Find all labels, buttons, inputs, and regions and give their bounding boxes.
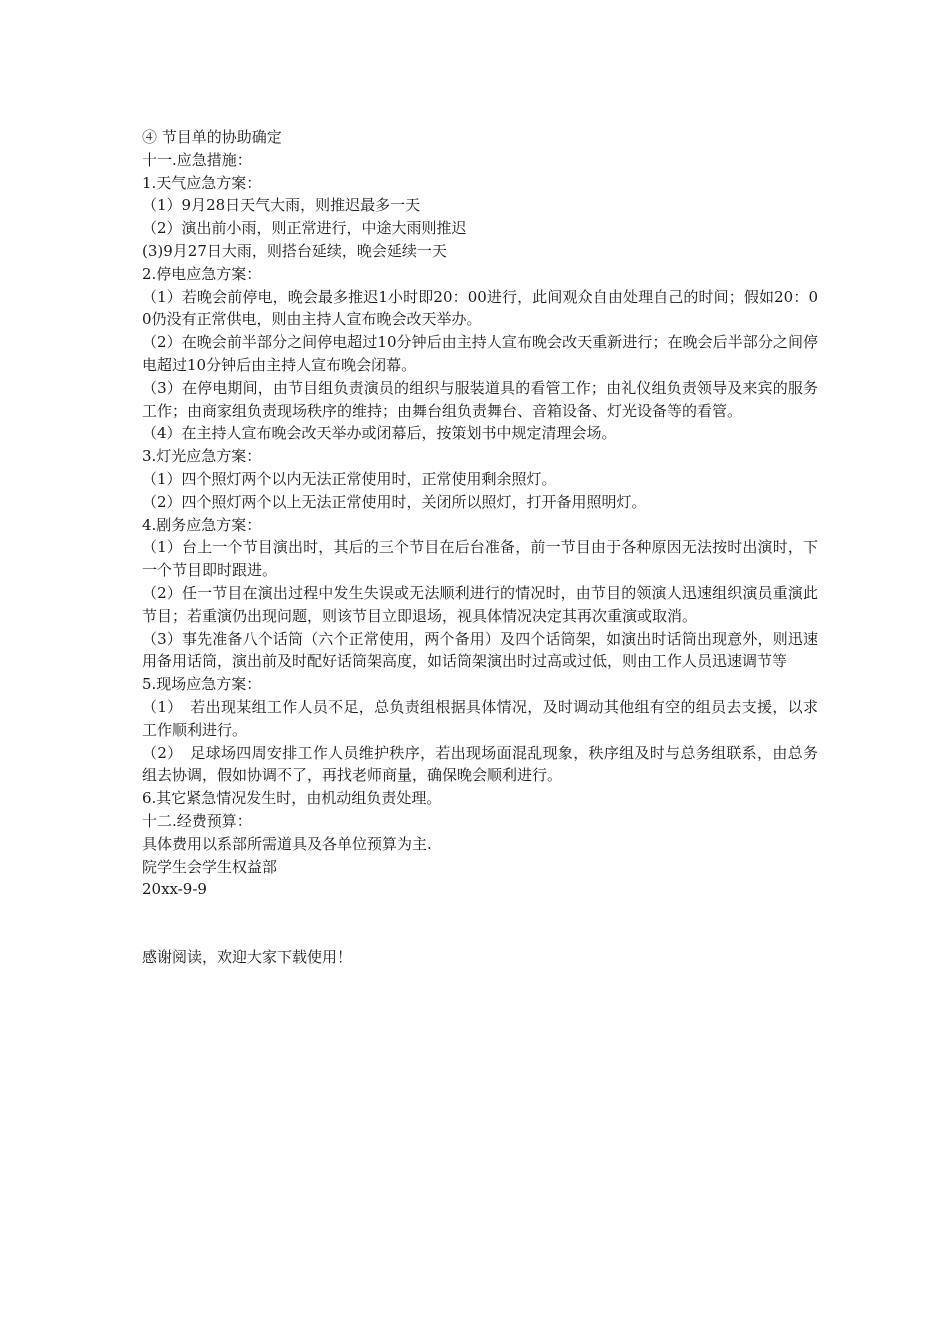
power-item-4: （4）在主持人宣布晚会改天举办或闭幕后，按策划书中规定清理会场。 — [142, 424, 617, 443]
subheading-lighting: 3.灯光应急方案： — [142, 447, 262, 466]
power-item-3: （3）在停电期间，由节目组负责演员的组织与服装道具的看管工作；由礼仪组负责领导及来宾的服务工作；由商家组负责现场秩序的维持；由舞台组负责舞台、音箱设备、灯光设备等的看管。 — [142, 378, 818, 420]
document-body — [142, 126, 818, 969]
stage-item-2: （2）任一节目在演出过程中发生失误或无法顺利进行的情况时，由节目的领演人迅速组织演员重演此节目；若重演仍出现问题，则该节目立即退场，视具体情况决定其再次重演或取消。 — [142, 583, 818, 625]
lighting-item-1: （1）四个照灯两个以内无法正常使用时，正常使用剩余照灯。 — [142, 469, 557, 488]
power-item-1: （1）若晚会前停电，晚会最多推迟1小时即20：00进行，此间观众自由处理自己的时间；假如20：00仍没有正常供电，则由主持人宣布晚会改天举办。 — [142, 287, 818, 329]
weather-item-3: (3)9月27日大雨，则搭台延续，晚会延续一天 — [142, 241, 447, 260]
signature-department: 院学生会学生权益部 — [142, 857, 278, 876]
other-emergency: 6.其它紧急情况发生时，由机动组负责处理。 — [142, 789, 442, 808]
item-program-list: ④ 节目单的协助确定 — [142, 128, 282, 146]
onsite-item-1: （1） 若出现某组工作人员不足，总负责组根据具体情况，及时调动其他组有空的组员去支援，以求工作顺利进行。 — [142, 697, 818, 739]
stage-item-1: （1）台上一个节目演出时，其后的三个节目在后台准备，前一节目由于各种原因无法按时出演时，下一个节目即时跟进。 — [142, 538, 818, 580]
power-item-2: （2）在晚会前半部分之间停电超过10分钟后由主持人宣布晚会改天重新进行；在晚会后半部分之间停电超过10分钟后由主持人宣布晚会闭幕。 — [142, 333, 818, 374]
weather-item-2: （2）演出前小雨，则正常进行，中途大雨则推迟 — [142, 219, 467, 238]
subheading-onsite: 5.现场应急方案： — [142, 675, 262, 694]
section-heading-emergency: 十一.应急措施： — [142, 150, 252, 169]
weather-item-1: （1）9月28日天气大雨，则推迟最多一天 — [142, 196, 421, 215]
subheading-stage-affairs: 4.剧务应急方案： — [142, 515, 262, 534]
subheading-power: 2.停电应急方案： — [142, 264, 262, 283]
budget-text: 具体费用以系部所需道具及各单位预算为主. — [142, 834, 432, 853]
lighting-item-2: （2）四个照灯两个以上无法正常使用时，关闭所以照灯，打开备用照明灯。 — [142, 492, 647, 511]
signature-date: 20xx-9-9 — [142, 880, 207, 899]
subheading-weather: 1.天气应急方案： — [142, 173, 262, 192]
onsite-item-2: （2） 足球场四周安排工作人员维护秩序，若出现场面混乱现象，秩序组及时与总务组联系，由总务组去协调，假如协调不了，再找老师商量，确保晚会顺利进行。 — [142, 743, 818, 785]
stage-item-3: （3）事先准备八个话筒（六个正常使用，两个备用）及四个话筒架，如演出时话筒出现意外，则迅速用备用话筒，演出前及时配好话筒架高度，如话筒架演出时过高或过低，则由工作人员迅速调节等 — [142, 629, 818, 671]
closing-note: 感谢阅读，欢迎大家下载使用！ — [142, 948, 353, 967]
section-heading-budget: 十二.经费预算： — [142, 811, 252, 830]
blank-space — [142, 901, 818, 946]
